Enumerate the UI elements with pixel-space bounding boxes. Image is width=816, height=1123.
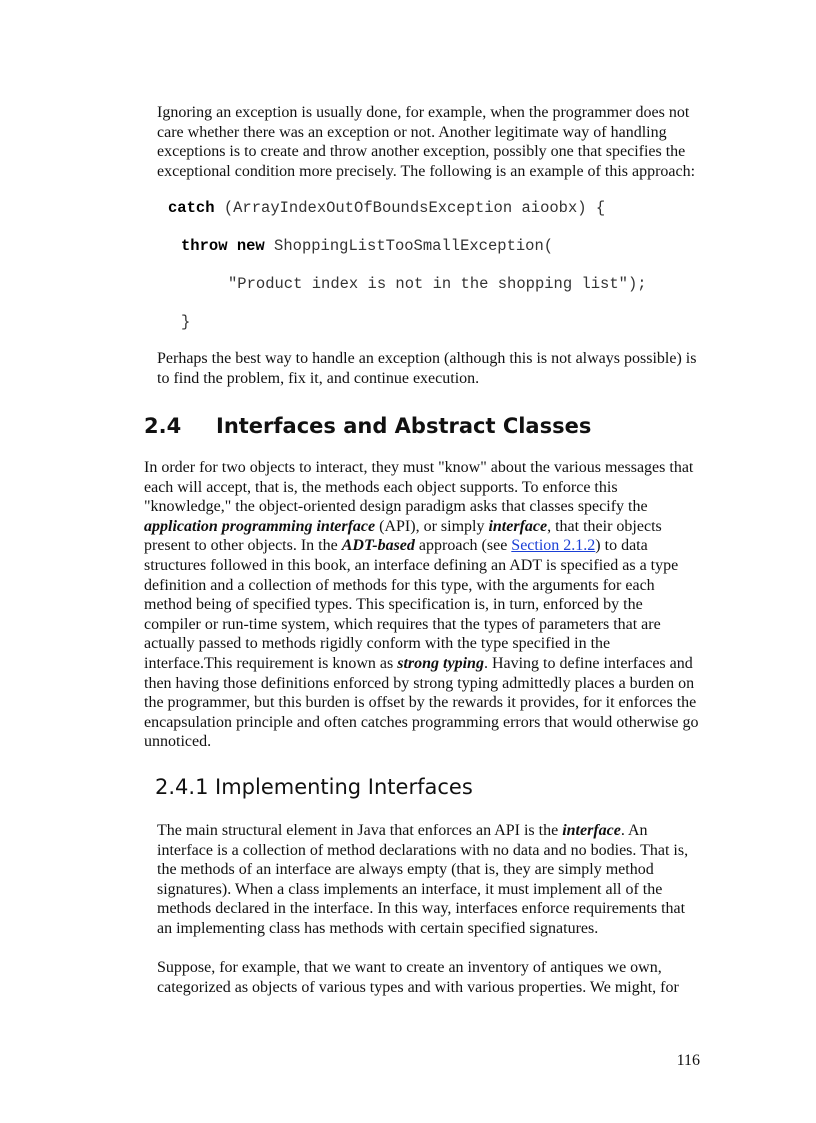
subsection-title: Implementing Interfaces [215, 775, 473, 799]
section-paragraph: In order for two objects to interact, they must "know" about the various messages that each will accept, that is, the methods each object supports. To enforce this "knowledge," the object-oriented design paradigm asks that classes specify the application programming interface (API), or simply interface, that their objects present to other objects. In the ADT-based approach (see Section 2.1.2) to data structures followed in this book, an interface defining an ADT is specified as a type definition and a collection of methods for this type, with the arguments for each method being of specified types. This specification is, in turn, enforced by the compiler or run-time system, which requires that the types of parameters that are actually passed to methods rigidly conform with the type specified in the interface.This requirement is known as strong typing. Having to define interfaces and then having those definitions enforced by strong typing admittedly places a burden on the programmer, but this burden is offset by the rewards it provides, for it enforces the encapsulation principle and often catches programming errors that would otherwise go unnoticed. [144, 459, 699, 751]
subsection-paragraph-1: The main structural element in Java that enforces an API is the interface. An interface is a collection of method declarations with no data and no bodies. That is, the methods of an interface are always empty (that is, they are simply method signatures). When a class implements an interface, it must implement all of the methods declared in the interface. In this way, interfaces enforce requirements that an implementing class has methods with certain specified signatures. [157, 822, 689, 937]
code-line-catch [168, 199, 605, 217]
code-catch-rest: (ArrayIndexOutOfBoundsException aioobx) { [214, 199, 606, 217]
term-strong-typing: strong typing [397, 654, 484, 672]
intro-paragraph: Ignoring an exception is usually done, for example, when the programmer does not care whether there was an exception or not. Another legitimate way of handling exceptions is to create and throw another exception, possibly one that specifies the exceptional condition more precisely. The following is an example of this approach: [157, 104, 696, 180]
term-adt-based: ADT-based [341, 537, 415, 555]
subsection-heading [155, 775, 473, 799]
subsection-number: 2.4.1 [155, 775, 209, 799]
code-throw-rest: ShoppingListTooSmallException( [264, 237, 554, 255]
code-keyword-throw: throw [181, 237, 228, 255]
code-keyword-catch: catch [168, 199, 215, 217]
code-line-close-brace: } [181, 313, 191, 331]
page-number: 116 [676, 1052, 700, 1069]
section-2-1-2-link[interactable]: Section 2.1.2 [511, 537, 596, 555]
term-interface-2: interface [562, 822, 621, 839]
section-heading [144, 414, 591, 438]
code-line-throw [181, 237, 553, 255]
term-api: application programming interface [144, 517, 376, 535]
code-keyword-new: new [236, 237, 265, 255]
subsection-paragraph-2: Suppose, for example, that we want to create an inventory of antiques we own, categorized as objects of various types and with various properties. We might, for [157, 959, 679, 996]
after-code-paragraph: Perhaps the best way to handle an exception (although this is not always possible) is to find the problem, fix it, and continue execution. [157, 350, 697, 387]
section-number: 2.4 [144, 414, 182, 438]
section-title: Interfaces and Abstract Classes [216, 414, 592, 438]
term-interface: interface [488, 517, 548, 535]
code-line-message: "Product index is not in the shopping list"); [228, 275, 647, 293]
